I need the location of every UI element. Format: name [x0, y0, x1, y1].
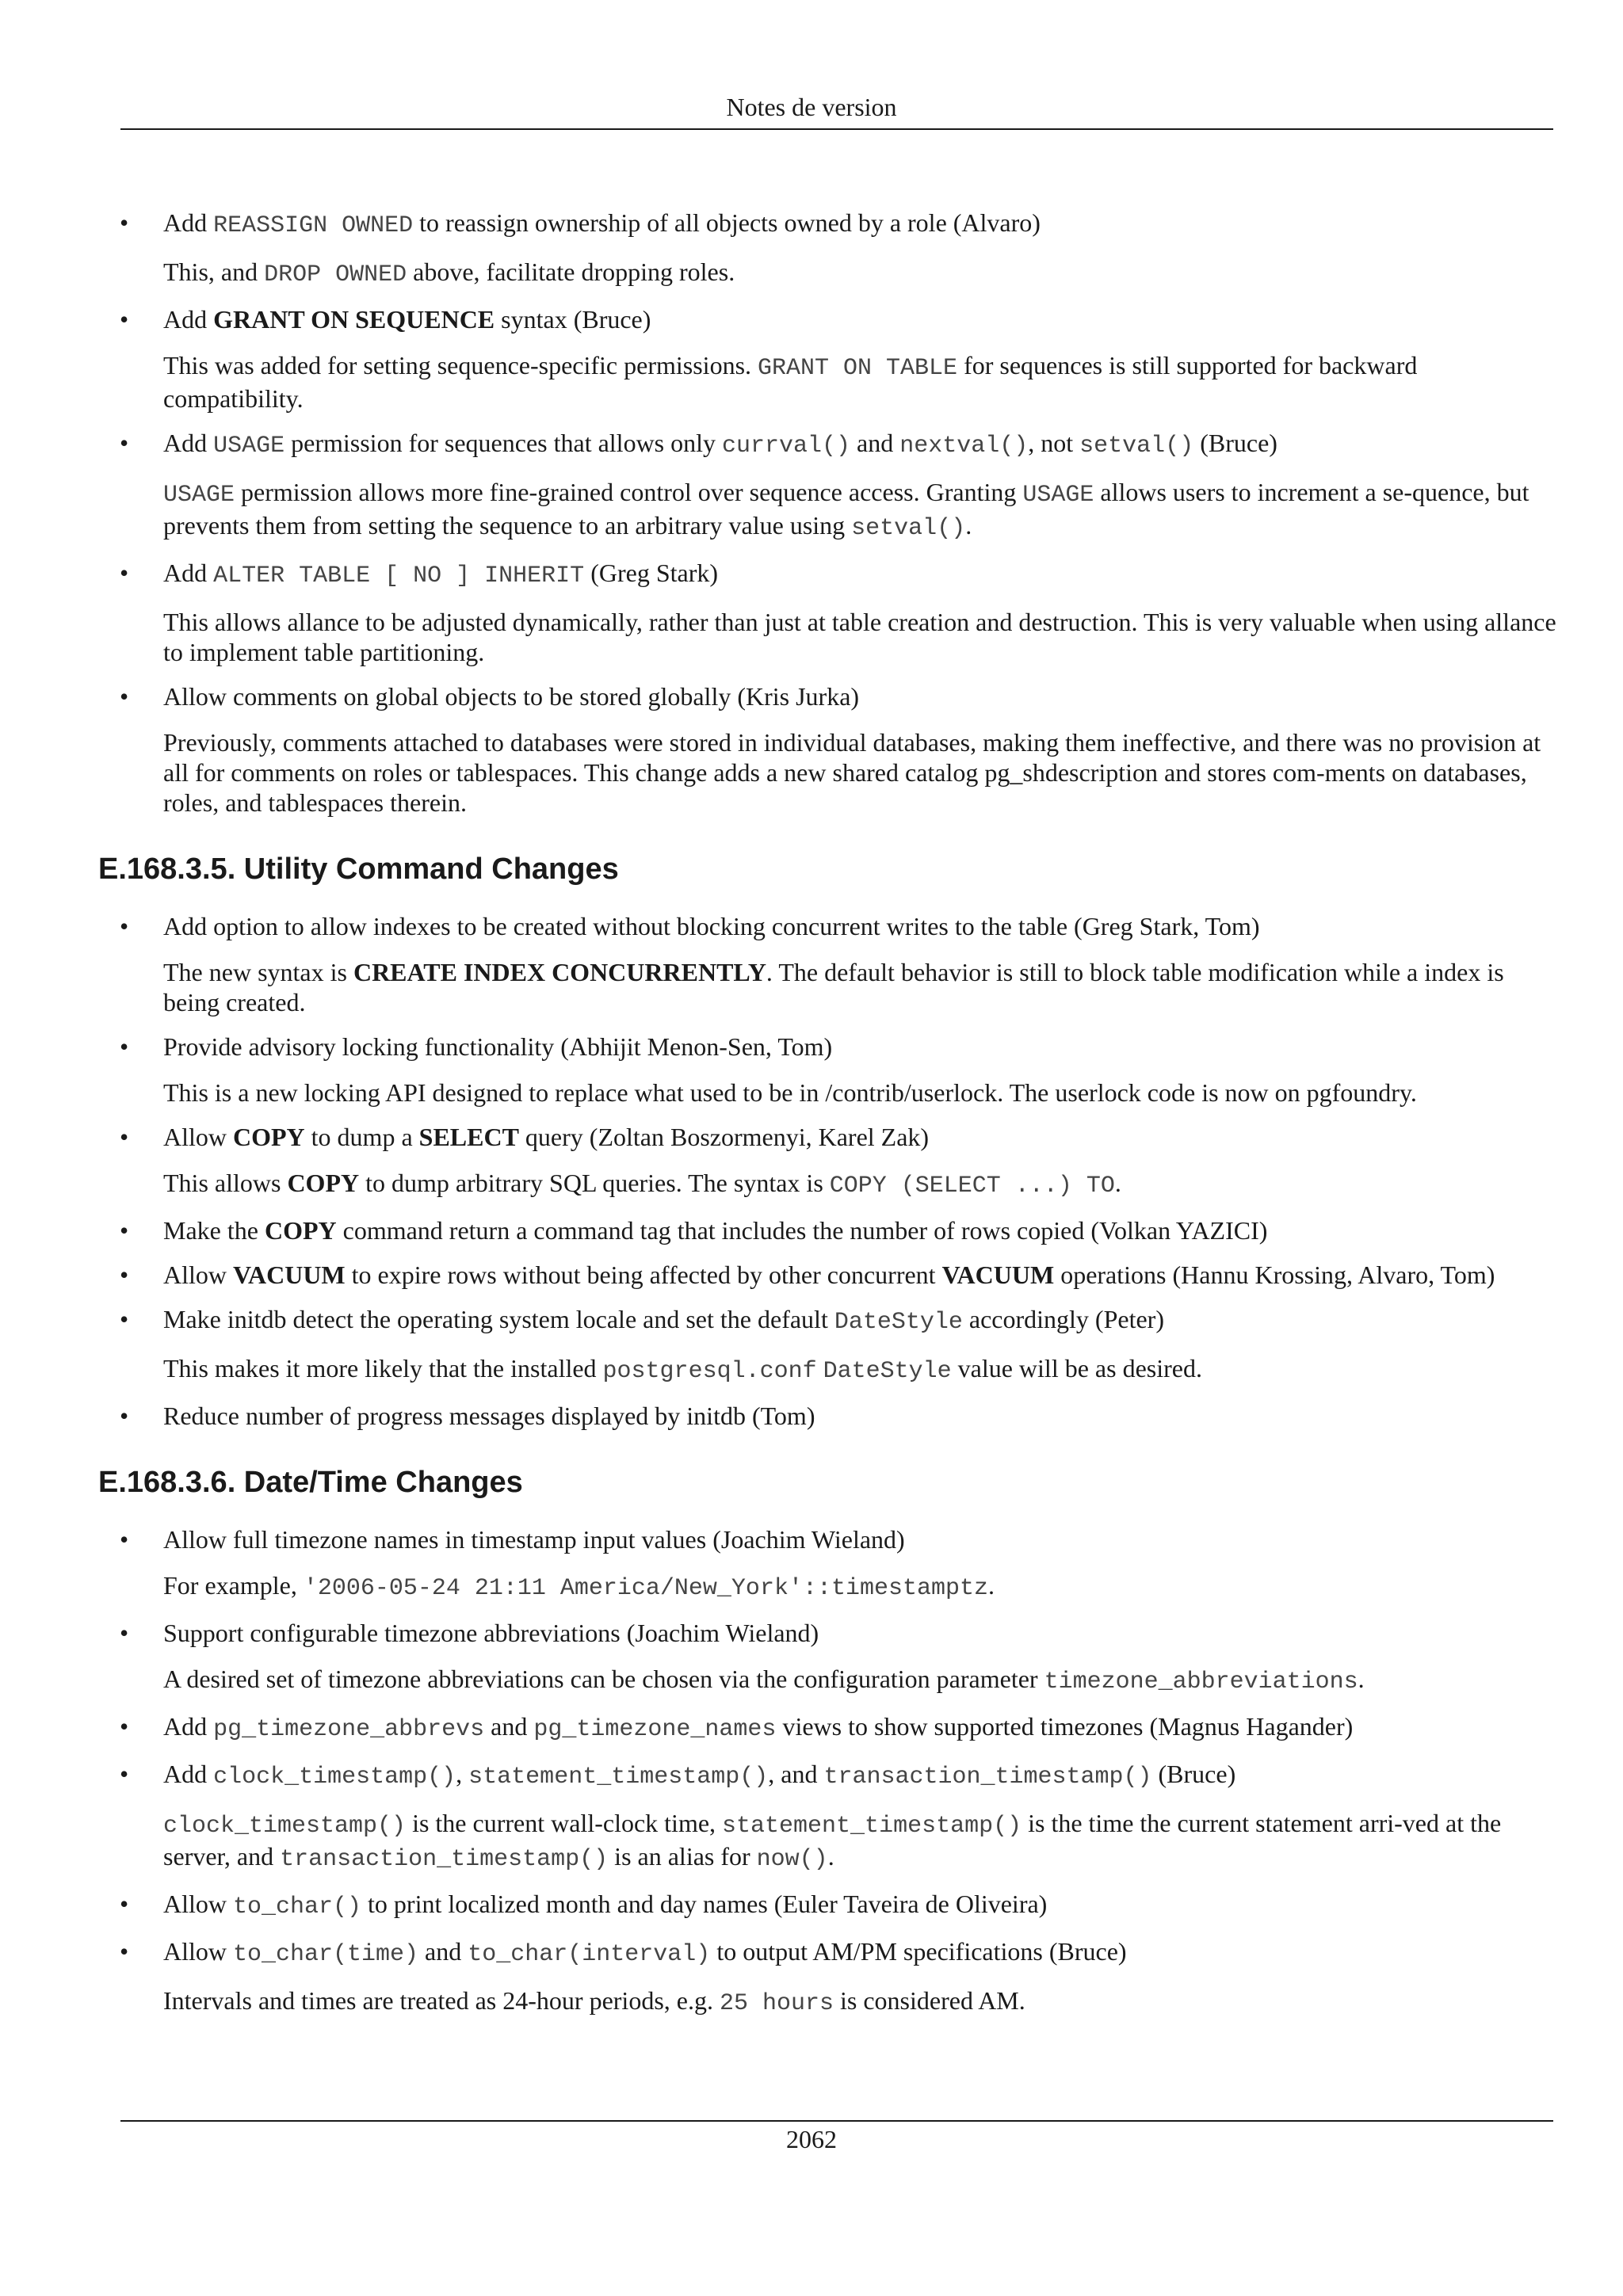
text-run: above, facilitate dropping roles.	[407, 257, 735, 286]
page-header-title: Notes de version	[726, 93, 897, 121]
bold-term: VACUUM	[941, 1261, 1055, 1289]
bold-term: COPY	[233, 1123, 305, 1151]
item-text	[163, 304, 1561, 334]
text-run	[817, 1354, 823, 1383]
bold-term: COPY	[264, 1216, 337, 1245]
list-item	[98, 1889, 1561, 1922]
inline-code: '2006-05-24 21:11 America/New_York'::timestamptz	[303, 1575, 988, 1602]
bullet-icon: •	[120, 1305, 129, 1333]
inline-code: USAGE	[1022, 482, 1094, 509]
bold-term: GRANT ON SEQUENCE	[213, 305, 495, 334]
item-text	[163, 1524, 1561, 1554]
item-note	[163, 727, 1561, 818]
list-item	[98, 1215, 1561, 1245]
inline-code: GRANT ON TABLE	[758, 355, 958, 382]
text-run: .	[965, 511, 972, 540]
inline-code: transaction_timestamp()	[280, 1846, 609, 1873]
text-run: and	[418, 1937, 468, 1966]
inline-code: to_char(interval)	[468, 1941, 711, 1968]
text-run: Make initdb detect the operating system locale and set the default	[163, 1305, 834, 1333]
inline-code: transaction_timestamp()	[823, 1764, 1152, 1791]
bold-term: SELECT	[418, 1123, 519, 1151]
text-run: Allow	[163, 1890, 233, 1918]
item-text	[163, 911, 1561, 941]
bullet-icon: •	[120, 208, 129, 237]
text-run: to expire rows without being affected by other concurrent	[345, 1261, 942, 1289]
list-item	[98, 1524, 1561, 1604]
inline-code: setval()	[851, 515, 966, 542]
item-note	[163, 477, 1561, 543]
text-run: This was added for setting sequence-specific permissions.	[163, 351, 758, 379]
text-run: Add	[163, 559, 214, 587]
item-note	[163, 1168, 1561, 1201]
list-item	[98, 911, 1561, 1017]
text-run: This, and	[163, 257, 265, 286]
bullet-icon: •	[120, 1123, 129, 1151]
text-run: . The default behavior is still to block table modification while a index is being created.	[163, 958, 1504, 1016]
text-run: Intervals and times are treated as 24-hour periods, e.g.	[163, 1986, 720, 2015]
text-run: , not	[1028, 429, 1080, 457]
inline-code: DateStyle	[834, 1309, 963, 1336]
inline-code: setval()	[1079, 433, 1194, 460]
inline-code: timezone_abbreviations	[1044, 1669, 1358, 1695]
text-run: (Greg Stark)	[584, 559, 719, 587]
list-item	[98, 1759, 1561, 1875]
inline-code: nextval()	[899, 433, 1029, 460]
text-run: This allows allance to be adjusted dynamically, rather than just at table creation and destruction. This is very valuable when using allance to implement table partitioning.	[163, 608, 1556, 666]
item-text	[163, 1304, 1561, 1337]
item-text	[163, 1260, 1561, 1290]
list-item	[98, 1936, 1561, 2019]
item-text	[163, 208, 1561, 241]
text-run: .	[987, 1571, 995, 1600]
inline-code: to_char()	[233, 1894, 362, 1920]
bullet-icon: •	[120, 429, 129, 457]
text-run: This allows	[163, 1169, 288, 1197]
list-item	[98, 1304, 1561, 1386]
item-text	[163, 681, 1561, 711]
inline-code: DateStyle	[823, 1358, 952, 1385]
text-run: Previously, comments attached to databases were stored in individual databases, making them ineffective, and there was no provision at all for comments on roles or tablespaces. This change adds a new shared catalog pg_shdescription and stores com-ments on databases, roles, and tablespaces therein.	[163, 728, 1541, 817]
text-run: Allow full timezone names in timestamp input values (Joachim Wieland)	[163, 1525, 905, 1554]
text-run: Allow	[163, 1937, 233, 1966]
inline-code: COPY (SELECT ...) TO	[829, 1173, 1115, 1199]
bullet-icon: •	[120, 1525, 129, 1554]
text-run: Allow	[163, 1261, 233, 1289]
text-run: permission for sequences that allows only	[285, 429, 723, 457]
item-note	[163, 257, 1561, 290]
item-note	[163, 957, 1561, 1017]
page-number: 2062	[786, 2125, 837, 2153]
list-item	[98, 208, 1561, 290]
item-text	[163, 1032, 1561, 1062]
text-run: , and	[768, 1760, 824, 1788]
text-run: ,	[456, 1760, 469, 1788]
list-item	[98, 1122, 1561, 1201]
item-note	[163, 1570, 1561, 1604]
text-run: operations (Hannu Krossing, Alvaro, Tom)	[1054, 1261, 1495, 1289]
text-run: Reduce number of progress messages displayed by initdb (Tom)	[163, 1402, 815, 1430]
bullet-icon: •	[120, 1032, 129, 1061]
inline-code: 25 hours	[719, 1990, 834, 2017]
item-note	[163, 1353, 1561, 1386]
bold-term: CREATE INDEX CONCURRENTLY	[353, 958, 766, 986]
bold-term: VACUUM	[233, 1261, 346, 1289]
item-note	[163, 350, 1561, 414]
text-run: A desired set of timezone abbreviations can be chosen via the configuration parameter	[163, 1665, 1044, 1693]
item-text	[163, 1618, 1561, 1648]
inline-code: postgresql.conf	[602, 1358, 817, 1385]
text-run: for sequences is still supported for backward compatibility.	[163, 351, 1418, 413]
text-run: Add	[163, 429, 214, 457]
inline-code: now()	[756, 1846, 828, 1873]
inline-code: clock_timestamp()	[163, 1813, 407, 1840]
list-item	[98, 1032, 1561, 1108]
text-run: For example,	[163, 1571, 304, 1600]
bullet-icon: •	[120, 305, 129, 334]
list-item	[98, 558, 1561, 667]
text-run: to dump a	[304, 1123, 419, 1151]
inline-code: REASSIGN OWNED	[213, 212, 414, 239]
text-run: Add	[163, 1712, 214, 1741]
list-item	[98, 1260, 1561, 1290]
page-content	[98, 208, 1561, 2033]
section-heading: E.168.3.6. Date/Time Changes	[98, 1466, 523, 1499]
text-run: and	[850, 429, 900, 457]
inline-code: USAGE	[163, 482, 235, 509]
bullet-icon: •	[120, 1402, 129, 1430]
text-run: Allow comments on global objects to be stored globally (Kris Jurka)	[163, 682, 860, 711]
text-run: (Bruce)	[1151, 1760, 1236, 1788]
list-item	[98, 1401, 1561, 1431]
text-run: is the time the current statement arri-ved at the server, and	[163, 1809, 1502, 1871]
inline-code: statement_timestamp()	[468, 1764, 769, 1791]
list-item	[98, 428, 1561, 543]
bullet-icon: •	[120, 1261, 129, 1289]
inline-code: pg_timezone_abbrevs	[213, 1716, 485, 1743]
text-run: Provide advisory locking functionality (Abhijit Menon-Sen, Tom)	[163, 1032, 833, 1061]
inline-code: DROP OWNED	[264, 261, 407, 288]
bullet-icon: •	[120, 1760, 129, 1788]
bold-term: COPY	[287, 1169, 360, 1197]
text-run: Allow	[163, 1123, 233, 1151]
text-run: is the current wall-clock time,	[406, 1809, 723, 1837]
text-run: to output AM/PM specifications (Bruce)	[710, 1937, 1127, 1966]
text-run: accordingly (Peter)	[962, 1305, 1164, 1333]
text-run: and	[484, 1712, 534, 1741]
item-text	[163, 428, 1561, 461]
item-note	[163, 1985, 1561, 2019]
item-note	[163, 1077, 1561, 1108]
text-run: to reassign ownership of all objects owned by a role (Alvaro)	[413, 208, 1041, 237]
item-text	[163, 1759, 1561, 1792]
text-run: (Bruce)	[1193, 429, 1277, 457]
bullet-icon: •	[120, 1712, 129, 1741]
item-text	[163, 1889, 1561, 1922]
text-run: syntax (Bruce)	[495, 305, 651, 334]
item-text	[163, 558, 1561, 591]
inline-code: pg_timezone_names	[533, 1716, 777, 1743]
bullet-icon: •	[120, 1619, 129, 1647]
item-text	[163, 1401, 1561, 1431]
inline-code: USAGE	[213, 433, 285, 460]
bullet-icon: •	[120, 682, 129, 711]
inline-code: statement_timestamp()	[722, 1813, 1022, 1840]
text-run: to dump arbitrary SQL queries. The syntax is	[359, 1169, 830, 1197]
list-item	[98, 304, 1561, 414]
text-run: .	[1114, 1169, 1121, 1197]
bullet-icon: •	[120, 1890, 129, 1918]
list-item	[98, 1711, 1561, 1745]
text-run: Support configurable timezone abbreviations (Joachim Wieland)	[163, 1619, 819, 1647]
text-run: allows users to increment a se-quence, but prevents them from setting the sequence to an arbitrary value using	[163, 478, 1529, 540]
item-text	[163, 1711, 1561, 1745]
footer-rule	[120, 2120, 1553, 2122]
list-item	[98, 1618, 1561, 1697]
text-run: This makes it more likely that the installed	[163, 1354, 603, 1383]
item-note	[163, 607, 1561, 667]
text-run: value will be as desired.	[951, 1354, 1202, 1383]
text-run: views to show supported timezones (Magnus Hagander)	[776, 1712, 1354, 1741]
text-run: .	[1358, 1665, 1365, 1693]
section-heading: E.168.3.5. Utility Command Changes	[98, 852, 619, 886]
bullet-icon: •	[120, 1216, 129, 1245]
text-run: Make the	[163, 1216, 265, 1245]
text-run: is considered AM.	[834, 1986, 1025, 2015]
bullet-icon: •	[120, 912, 129, 940]
text-run: command return a command tag that includes the number of rows copied (Volkan YAZICI)	[336, 1216, 1268, 1245]
text-run: is an alias for	[608, 1842, 757, 1871]
text-run: to print localized month and day names (Euler Taveira de Oliveira)	[361, 1890, 1048, 1918]
bullet-icon: •	[120, 559, 129, 587]
text-run: .	[827, 1842, 834, 1871]
item-note	[163, 1664, 1561, 1697]
text-run: This is a new locking API designed to replace what used to be in /contrib/userlock. The userlock code is now on pgfoundry.	[163, 1078, 1417, 1107]
inline-code: ALTER TABLE [ NO ] INHERIT	[213, 563, 585, 589]
item-note	[163, 1808, 1561, 1875]
item-text	[163, 1122, 1561, 1152]
list-item	[98, 681, 1561, 818]
inline-code: clock_timestamp()	[213, 1764, 456, 1791]
text-run: The new syntax is	[163, 958, 353, 986]
inline-code: to_char(time)	[233, 1941, 419, 1968]
text-run: Add option to allow indexes to be created without blocking concurrent writes to the table (Greg Stark, Tom)	[163, 912, 1260, 940]
text-run: Add	[163, 305, 214, 334]
text-run: permission allows more fine-grained control over sequence access. Granting	[235, 478, 1023, 506]
item-text	[163, 1215, 1561, 1245]
text-run: Add	[163, 1760, 214, 1788]
bullet-icon: •	[120, 1937, 129, 1966]
inline-code: currval()	[722, 433, 851, 460]
text-run: Add	[163, 208, 214, 237]
text-run: query (Zoltan Boszormenyi, Karel Zak)	[518, 1123, 930, 1151]
item-text	[163, 1936, 1561, 1970]
header-rule	[120, 128, 1553, 130]
